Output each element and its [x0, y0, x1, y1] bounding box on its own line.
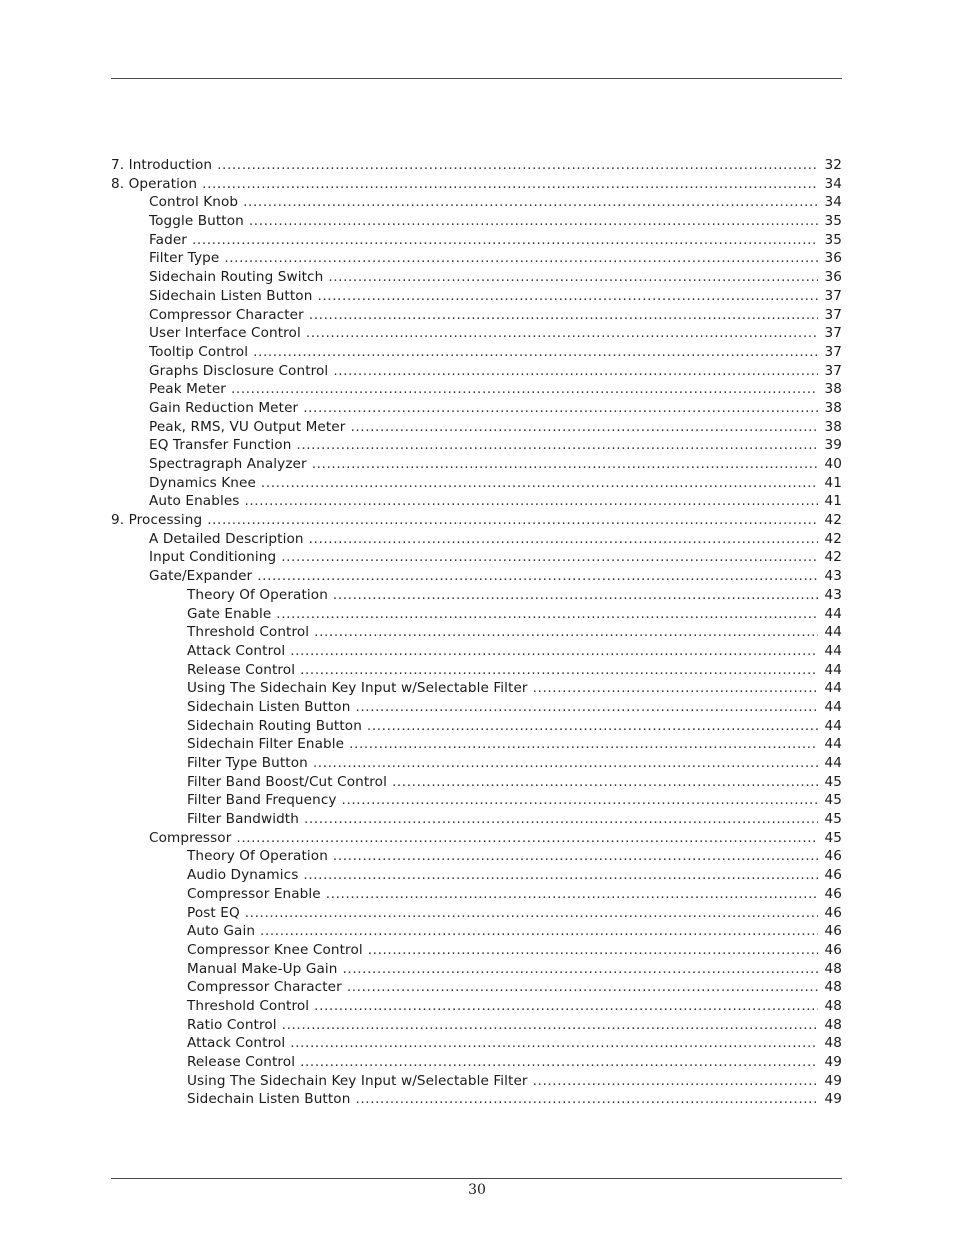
toc-dot-leader [300, 661, 818, 680]
toc-entry-page: 37 [824, 362, 842, 379]
toc-entry[interactable] [111, 249, 842, 268]
toc-dot-leader [253, 343, 818, 362]
toc-dot-leader [300, 1053, 818, 1072]
toc-entry-page: 46 [824, 941, 842, 958]
toc-entry[interactable] [111, 642, 842, 661]
toc-entry-page: 49 [824, 1054, 842, 1070]
toc-entry-title: Sidechain Filter Enable [187, 736, 345, 753]
toc-entry-title: Gain Reduction Meter [149, 399, 299, 416]
toc-entry-title: Using The Sidechain Key Input w/Selectable Filter [187, 1072, 528, 1089]
toc-entry-page: 36 [824, 269, 842, 286]
toc-dot-leader [355, 1090, 818, 1109]
toc-dot-leader [533, 1072, 818, 1091]
toc-entry[interactable] [111, 1016, 842, 1035]
toc-dot-leader [368, 941, 818, 960]
toc-entry-title: Using The Sidechain Key Input w/Selectable Filter [187, 680, 528, 697]
toc-entry-page: 42 [824, 549, 842, 566]
toc-dot-leader [260, 922, 818, 941]
toc-dot-leader [326, 885, 818, 904]
toc-entry[interactable] [111, 698, 842, 717]
toc-entry-page: 41 [824, 493, 842, 510]
toc-entry-page: 38 [824, 399, 842, 416]
toc-entry-page: 48 [824, 960, 842, 977]
toc-entry-page: 44 [824, 680, 842, 697]
toc-entry[interactable] [111, 904, 842, 923]
toc-entry-page: 43 [824, 568, 842, 585]
toc-entry-title: Graphs Disclosure Control [149, 362, 329, 379]
toc-entry[interactable] [111, 978, 842, 997]
toc-entry-title: Theory Of Operation [187, 848, 328, 865]
toc-entry[interactable] [111, 492, 842, 511]
toc-dot-leader [207, 511, 818, 530]
toc-dot-leader [217, 156, 818, 175]
toc-entry-title: Filter Type [149, 250, 220, 267]
toc-dot-leader [296, 436, 818, 455]
toc-entry-title: Auto Gain [187, 923, 256, 940]
toc-dot-leader [347, 978, 818, 997]
toc-entry-page: 45 [824, 792, 842, 809]
toc-entry-page: 46 [824, 867, 842, 884]
toc-entry-page: 48 [824, 979, 842, 996]
toc-entry-title: Compressor [149, 829, 232, 846]
toc-entry-title: Attack Control [187, 642, 286, 659]
toc-entry-page: 45 [824, 811, 842, 828]
toc-entry[interactable] [111, 455, 842, 474]
toc-entry-page: 44 [824, 736, 842, 753]
toc-dot-leader [304, 810, 818, 829]
toc-entry-page: 34 [824, 194, 842, 211]
table-of-contents [111, 156, 842, 1109]
toc-entry-title: Gate/Expander [149, 568, 253, 585]
toc-dot-leader [202, 175, 818, 194]
toc-entry-title: 8. Operation [111, 175, 198, 192]
toc-dot-leader [333, 362, 818, 381]
toc-entry-title: A Detailed Description [149, 530, 304, 547]
toc-entry-page: 44 [824, 661, 842, 678]
toc-entry[interactable] [111, 474, 842, 493]
toc-entry[interactable] [111, 156, 842, 175]
toc-entry-page: 35 [824, 213, 842, 230]
toc-entry[interactable] [111, 773, 842, 792]
toc-entry[interactable] [111, 287, 842, 306]
toc-dot-leader [342, 791, 818, 810]
toc-entry-page: 46 [824, 904, 842, 921]
toc-entry[interactable] [111, 567, 842, 586]
toc-entry-page: 39 [824, 437, 842, 454]
toc-dot-leader [312, 455, 818, 474]
toc-entry-title: Peak Meter [149, 381, 226, 398]
toc-entry[interactable] [111, 231, 842, 250]
toc-entry-page: 37 [824, 343, 842, 360]
toc-entry-title: Auto Enables [149, 493, 240, 510]
toc-entry-title: 9. Processing [111, 512, 203, 529]
toc-dot-leader [281, 548, 818, 567]
toc-entry[interactable] [111, 960, 842, 979]
toc-entry-page: 46 [824, 923, 842, 940]
toc-entry-title: Release Control [187, 661, 296, 678]
toc-entry-page: 48 [824, 1016, 842, 1033]
toc-entry-page: 35 [824, 231, 842, 248]
toc-entry[interactable] [111, 436, 842, 455]
toc-dot-leader [303, 866, 818, 885]
toc-entry[interactable] [111, 324, 842, 343]
toc-entry-page: 44 [824, 698, 842, 715]
toc-entry-page: 37 [824, 325, 842, 342]
toc-entry-title: EQ Transfer Function [149, 437, 292, 454]
toc-entry-title: Compressor Character [149, 306, 304, 323]
toc-entry-page: 48 [824, 997, 842, 1014]
toc-dot-leader [257, 567, 818, 586]
toc-entry[interactable] [111, 175, 842, 194]
toc-dot-leader [309, 530, 818, 549]
toc-entry[interactable] [111, 754, 842, 773]
toc-entry-title: Input Conditioning [149, 549, 277, 566]
toc-entry[interactable] [111, 362, 842, 381]
toc-entry[interactable] [111, 941, 842, 960]
toc-entry-page: 42 [824, 512, 842, 529]
toc-dot-leader [392, 773, 818, 792]
toc-entry-page: 48 [824, 1035, 842, 1052]
toc-dot-leader [224, 249, 818, 268]
toc-entry-page: 32 [824, 157, 842, 173]
toc-entry-page: 44 [824, 717, 842, 734]
toc-dot-leader [276, 605, 818, 624]
toc-entry-page: 45 [824, 829, 842, 846]
toc-entry-title: Filter Bandwidth [187, 811, 299, 828]
toc-entry[interactable] [111, 679, 842, 698]
toc-dot-leader [261, 474, 818, 493]
toc-entry[interactable] [111, 847, 842, 866]
toc-entry[interactable] [111, 306, 842, 325]
toc-dot-leader [355, 698, 818, 717]
toc-entry-page: 37 [824, 287, 842, 304]
toc-entry[interactable] [111, 1090, 842, 1109]
toc-entry[interactable] [111, 810, 842, 829]
toc-entry[interactable] [111, 193, 842, 212]
toc-dot-leader [333, 586, 818, 605]
toc-entry-page: 44 [824, 605, 842, 622]
toc-entry[interactable] [111, 623, 842, 642]
toc-entry-title: Spectragraph Analyzer [149, 456, 307, 472]
toc-dot-leader [317, 287, 818, 306]
toc-entry[interactable] [111, 399, 842, 418]
toc-entry-page: 44 [824, 642, 842, 659]
toc-entry-page: 42 [824, 530, 842, 547]
toc-entry-page: 46 [824, 885, 842, 902]
toc-entry[interactable] [111, 343, 842, 362]
toc-entry[interactable] [111, 791, 842, 810]
toc-entry-page: 36 [824, 250, 842, 267]
toc-entry-title: Theory Of Operation [187, 586, 328, 603]
toc-dot-leader [244, 492, 818, 511]
toc-entry-page: 38 [824, 418, 842, 435]
toc-entry[interactable] [111, 997, 842, 1016]
toc-entry[interactable] [111, 605, 842, 624]
toc-dot-leader [333, 847, 818, 866]
toc-entry-title: Sidechain Listen Button [149, 287, 313, 304]
toc-entry-title: Filter Type Button [187, 755, 308, 771]
toc-entry[interactable] [111, 922, 842, 941]
toc-dot-leader [349, 735, 818, 754]
toc-entry[interactable] [111, 1072, 842, 1091]
footer-rule [111, 1178, 842, 1179]
toc-entry-page: 41 [824, 474, 842, 491]
toc-entry-page: 37 [824, 306, 842, 323]
toc-entry-title: User Interface Control [149, 325, 301, 342]
toc-entry-page: 45 [824, 773, 842, 790]
toc-entry-title: Tooltip Control [149, 343, 249, 360]
toc-entry[interactable] [111, 1034, 842, 1053]
toc-entry-title: Audio Dynamics [187, 867, 299, 884]
header-rule [111, 78, 842, 79]
toc-entry-title: Control Knob [149, 194, 239, 211]
toc-entry[interactable] [111, 661, 842, 680]
toc-dot-leader [314, 997, 818, 1016]
toc-dot-leader [249, 212, 818, 231]
toc-entry[interactable] [111, 866, 842, 885]
toc-entry-title: Dynamics Knee [149, 474, 256, 491]
toc-entry-title: Sidechain Listen Button [187, 1091, 351, 1108]
toc-entry-page: 49 [824, 1091, 842, 1108]
toc-entry-title: Post EQ [187, 904, 240, 921]
toc-dot-leader [314, 623, 818, 642]
toc-dot-leader [231, 380, 818, 399]
toc-entry-title: Toggle Button [149, 213, 244, 230]
toc-entry-title: Release Control [187, 1054, 296, 1070]
toc-dot-leader [306, 324, 818, 343]
toc-entry-title: Gate Enable [187, 605, 272, 622]
toc-dot-leader [290, 1034, 818, 1053]
toc-entry[interactable] [111, 586, 842, 605]
toc-entry-title: Ratio Control [187, 1016, 277, 1033]
toc-entry-title: Fader [149, 231, 187, 248]
toc-entry-title: Threshold Control [187, 997, 310, 1014]
toc-entry[interactable] [111, 735, 842, 754]
toc-entry-page: 46 [824, 848, 842, 865]
toc-dot-leader [367, 717, 818, 736]
toc-dot-leader [303, 399, 818, 418]
toc-dot-leader [243, 193, 818, 212]
toc-entry[interactable] [111, 268, 842, 287]
toc-entry-title: Compressor Enable [187, 885, 321, 902]
page-number: 30 [468, 1182, 486, 1198]
toc-entry-title: Compressor Knee Control [187, 941, 363, 958]
toc-dot-leader [313, 754, 818, 773]
toc-entry[interactable] [111, 885, 842, 904]
toc-entry[interactable] [111, 717, 842, 736]
toc-entry-page: 43 [824, 586, 842, 603]
toc-entry-title: Sidechain Routing Button [187, 717, 362, 734]
toc-dot-leader [290, 642, 818, 661]
toc-entry[interactable] [111, 530, 842, 549]
toc-entry[interactable] [111, 1053, 842, 1072]
toc-entry-title: Filter Band Boost/Cut Control [187, 773, 387, 790]
toc-entry[interactable] [111, 548, 842, 567]
toc-entry-title: Sidechain Routing Switch [149, 269, 324, 286]
toc-entry-title: Peak, RMS, VU Output Meter [149, 418, 346, 435]
toc-dot-leader [245, 904, 818, 923]
toc-dot-leader [192, 231, 818, 250]
toc-entry-title: Threshold Control [187, 624, 310, 641]
toc-dot-leader [533, 679, 818, 698]
toc-entry[interactable] [111, 418, 842, 437]
toc-entry-page: 44 [824, 624, 842, 641]
toc-entry[interactable] [111, 380, 842, 399]
toc-entry-title: Compressor Character [187, 979, 342, 996]
toc-entry[interactable] [111, 829, 842, 848]
toc-entry-title: Sidechain Listen Button [187, 698, 351, 715]
toc-entry-page: 40 [824, 456, 842, 472]
toc-dot-leader [282, 1016, 818, 1035]
toc-entry-page: 44 [824, 755, 842, 771]
toc-entry-page: 49 [824, 1072, 842, 1089]
toc-entry-page: 38 [824, 381, 842, 398]
toc-entry[interactable] [111, 511, 842, 530]
toc-entry-title: Attack Control [187, 1035, 286, 1052]
toc-entry-title: Manual Make-Up Gain [187, 960, 338, 977]
toc-dot-leader [236, 829, 818, 848]
toc-dot-leader [350, 418, 818, 437]
toc-dot-leader [309, 306, 818, 325]
toc-entry-title: 7. Introduction [111, 157, 213, 173]
toc-entry-page: 34 [824, 175, 842, 192]
toc-entry-title: Filter Band Frequency [187, 792, 337, 809]
toc-entry[interactable] [111, 212, 842, 231]
toc-dot-leader [328, 268, 818, 287]
toc-dot-leader [343, 960, 819, 979]
